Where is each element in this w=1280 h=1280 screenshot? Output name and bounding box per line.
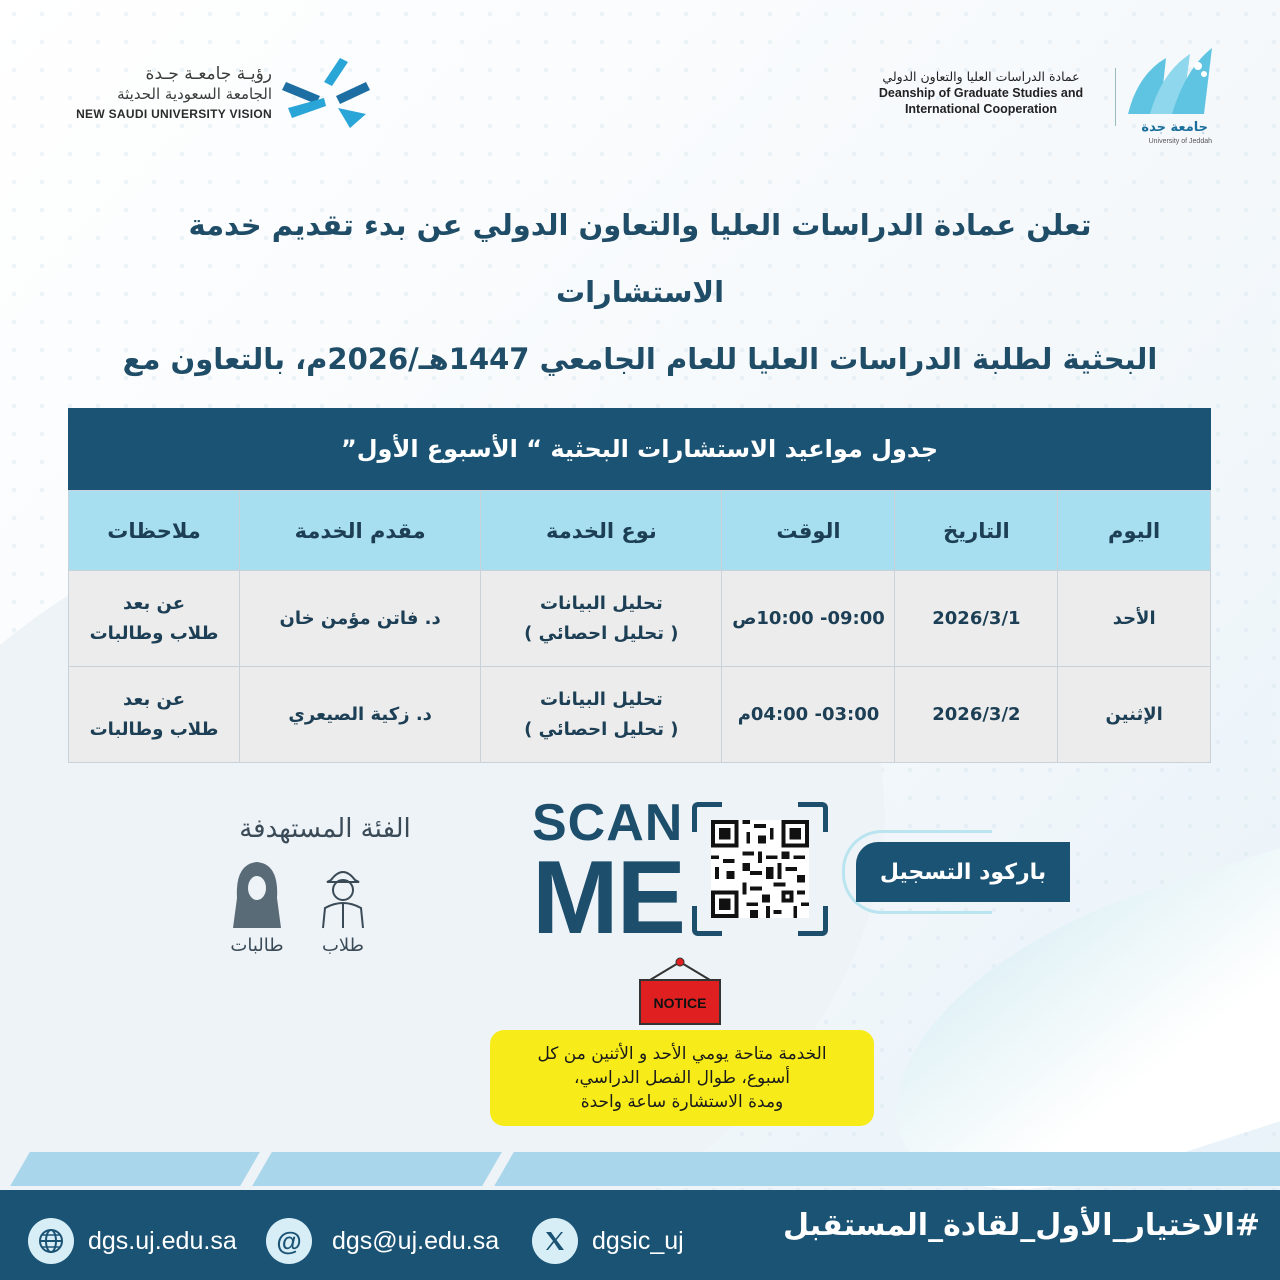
me-text: ME xyxy=(532,840,684,956)
table-header-row xyxy=(69,491,1211,571)
vision-mark-icon xyxy=(280,52,376,132)
notice-line2: أسبوع، طوال الفصل الدراسي، xyxy=(574,1068,790,1088)
schedule-title: جدول مواعيد الاستشارات البحثية “ الأسبوع الأول” xyxy=(68,408,1211,490)
deanship-logo xyxy=(856,44,1216,148)
email-link[interactable] xyxy=(266,1218,499,1264)
cell-notes xyxy=(69,667,240,763)
vision-ar-line1: رؤيـة جامعـة جـدة xyxy=(145,64,272,84)
announcement-line: البحثية لطلبة الدراسات العليا للعام الجامعي 1447هـ/2026م، بالتعاون مع xyxy=(122,342,1158,376)
male-student-label: طلاب xyxy=(321,935,364,956)
female-student-label: طالبات xyxy=(230,935,284,956)
table-row xyxy=(69,571,1211,667)
cell-date: 2026/3/1 xyxy=(895,571,1058,667)
at-icon: @ xyxy=(266,1218,312,1264)
cell-service xyxy=(481,667,722,763)
notice-box xyxy=(490,1030,874,1126)
stripe xyxy=(494,1152,1280,1186)
x-handle-text: dgsic_uj xyxy=(592,1226,684,1255)
hashtag-text: #الاختيار_الأول_لقادة_المستقبل xyxy=(783,1208,1260,1243)
qr-code-icon xyxy=(710,820,810,918)
cell-day: الإثنين xyxy=(1058,667,1211,763)
female-student-icon xyxy=(227,858,287,930)
cell-provider: د. زكية الصيعري xyxy=(240,667,481,763)
announcement-line: تعلن عمادة الدراسات العليا والتعاون الدولي عن بدء تقديم خدمة الاستشارات xyxy=(188,208,1092,309)
cell-service xyxy=(481,571,722,667)
x-logo-icon xyxy=(532,1218,578,1264)
website-link[interactable] xyxy=(28,1218,237,1264)
header-notes: ملاحظات xyxy=(69,491,240,571)
footer-stripes xyxy=(0,1152,1280,1190)
header-service-type: نوع الخدمة xyxy=(481,491,722,571)
vision-logo xyxy=(64,52,384,132)
header-provider: مقدم الخدمة xyxy=(240,491,481,571)
notes-line2: طلاب وطالبات xyxy=(89,622,219,644)
notes-line2: طلاب وطالبات xyxy=(89,718,219,740)
female-student xyxy=(222,858,292,956)
notes-line1: عن بعد xyxy=(122,688,186,710)
service-line1: تحليل البيانات xyxy=(539,688,663,710)
deanship-ar: عمادة الدراسات العليا والتعاون الدولي xyxy=(882,69,1080,84)
table-row xyxy=(69,667,1211,763)
email-text: dgs@uj.edu.sa xyxy=(332,1226,500,1255)
footer-bar xyxy=(0,1190,1280,1280)
male-student-icon xyxy=(313,858,373,930)
service-line2: ( تحليل احصائي ) xyxy=(524,718,679,740)
university-name-en: University of Jeddah xyxy=(1148,138,1212,145)
target-group-title: الفئة المستهدفة xyxy=(239,814,411,844)
cell-day: الأحد xyxy=(1058,571,1211,667)
website-text: dgs.uj.edu.sa xyxy=(88,1226,237,1255)
notice-board-label: NOTICE xyxy=(653,995,707,1011)
notice-board-icon xyxy=(638,956,722,1026)
service-line2: ( تحليل احصائي ) xyxy=(524,622,679,644)
header-date: التاريخ xyxy=(895,491,1058,571)
cell-time: 03:00- 04:00م xyxy=(722,667,895,763)
header-day: اليوم xyxy=(1058,491,1211,571)
cell-notes xyxy=(69,571,240,667)
cell-time: 09:00- 10:00ص xyxy=(722,571,895,667)
cell-date: 2026/3/2 xyxy=(895,667,1058,763)
service-line1: تحليل البيانات xyxy=(539,592,663,614)
schedule-table xyxy=(68,408,1211,763)
registration-barcode-button[interactable]: باركود التسجيل xyxy=(856,842,1070,902)
registration-qr-code[interactable] xyxy=(692,802,828,936)
notice-line1: الخدمة متاحة يومي الأحد و الأثنين من كل xyxy=(537,1044,827,1064)
scan-me-label xyxy=(532,794,684,956)
deanship-en-line2: International Cooperation xyxy=(904,102,1058,116)
scan-text: SCAN xyxy=(532,794,684,852)
x-link[interactable] xyxy=(532,1218,684,1264)
cell-provider: د. فاتن مؤمن خان xyxy=(240,571,481,667)
stripe xyxy=(10,1152,260,1186)
male-student xyxy=(308,858,378,956)
globe-icon xyxy=(28,1218,74,1264)
vision-ar-line2: الجامعة السعودية الحديثة xyxy=(117,85,272,103)
notice-line3: ومدة الاستشارة ساعة واحدة xyxy=(580,1092,784,1112)
deanship-en-line1: Deanship of Graduate Studies and xyxy=(878,86,1084,100)
header-time: الوقت xyxy=(722,491,895,571)
vision-en: NEW SAUDI UNIVERSITY VISION xyxy=(76,107,272,121)
notes-line1: عن بعد xyxy=(122,592,186,614)
stripe xyxy=(252,1152,502,1186)
university-name-ar: جامعة جدة xyxy=(1141,120,1208,135)
logo-divider xyxy=(1115,68,1116,126)
